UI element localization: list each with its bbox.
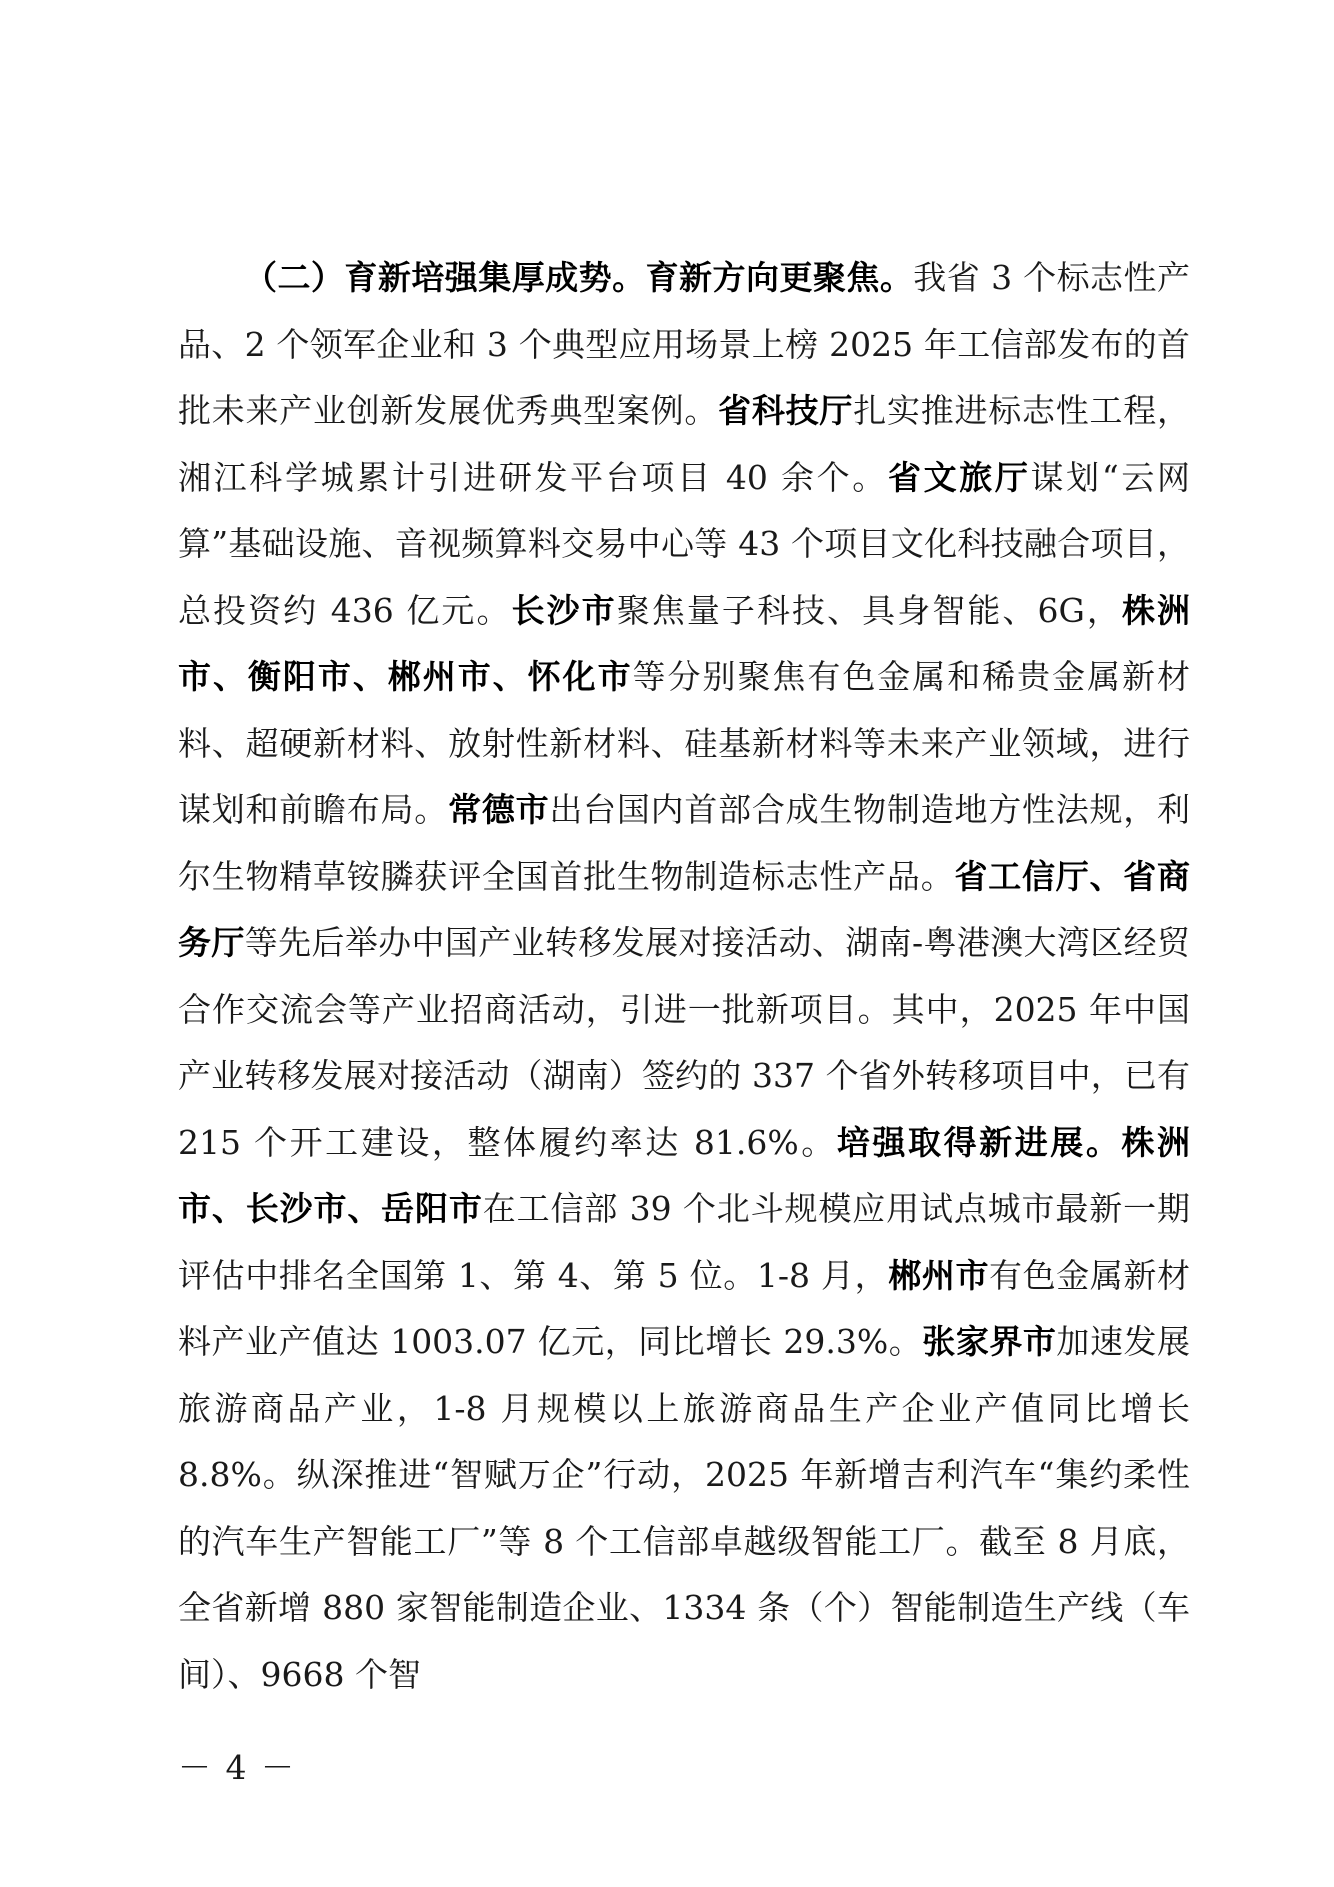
text-segment: 谋划“云网算”基础设施、音视频算料交易中心等 43 个项目文化科技融合项目，总投资约 436 亿元。 bbox=[178, 457, 1190, 630]
text-segment: 在工信部 39 个北斗规模应用试点城市最新一期评估中排名全国第 1、第 4、第 5 位。1-8 月， bbox=[178, 1189, 1190, 1295]
bold-text-segment: 培强取得新进展。株洲市、长沙市、岳阳市 bbox=[178, 1122, 1190, 1228]
text-segment: 加速发展旅游商品产业，1-8 月规模以上旅游商品生产企业产值同比增长 8.8%。纵深推进“智赋万企”行动，2025 年新增吉利汽车“集约柔性的汽车生产智能工厂”等 8 个工信部卓越级智能工厂。截至 8 月底，全省新增 880 家智能制造企业、1334 条（个）智能制造生产线（车间）、9668 个智 bbox=[178, 1322, 1191, 1694]
bold-text-segment: （二）育新培强集厚成势。育新方向更聚焦。 bbox=[244, 258, 914, 297]
text-segment: 聚焦量子科技、具身智能、6G， bbox=[616, 590, 1122, 630]
bold-text-segment: 省工信厅、省商务厅 bbox=[178, 856, 1191, 962]
text-segment: 有色金属新材料产业产值达 1003.07 亿元，同比增长 29.3%。 bbox=[178, 1255, 1191, 1361]
body-paragraph bbox=[178, 245, 1190, 1708]
bold-text-segment: 张家界市 bbox=[922, 1322, 1057, 1361]
bold-text-segment: 省文旅厅 bbox=[887, 457, 1031, 497]
text-segment: 等分别聚焦有色金属和稀贵金属新材料、超硬新材料、放射性新材料、硅基新材料等未来产业领域，进行谋划和前瞻布局。 bbox=[178, 657, 1191, 829]
bold-text-segment: 长沙市 bbox=[511, 590, 617, 630]
bold-text-segment: 株洲市、衡阳市、郴州市、怀化市 bbox=[178, 590, 1191, 696]
text-segment: 扎实推进标志性工程，湘江科学城累计引进研发平台项目 40 余个。 bbox=[178, 391, 1191, 497]
page-number: － 4 － bbox=[178, 1748, 296, 1787]
bold-text-segment: 郴州市 bbox=[888, 1255, 990, 1295]
text-segment: 等先后举办中国产业转移发展对接活动、湖南-粤港澳大湾区经贸合作交流会等产业招商活动，引进一批新项目。其中，2025 年中国产业转移发展对接活动（湖南）签约的 337 个省外转移项目中，已有 215 个开工建设，整体履约率达 81.6%。 bbox=[178, 923, 1191, 1162]
bold-text-segment: 省科技厅 bbox=[718, 391, 854, 430]
text-segment: 出台国内首部合成生物制造地方性法规，利尔生物精草铵膦获评全国首批生物制造标志性产品。 bbox=[178, 790, 1191, 896]
text-segment: 我省 3 个标志性产品、2 个领军企业和 3 个典型应用场景上榜 2025 年工信部发布的首批未来产业创新发展优秀典型案例。 bbox=[178, 258, 1190, 430]
bold-text-segment: 常德市 bbox=[448, 790, 550, 829]
